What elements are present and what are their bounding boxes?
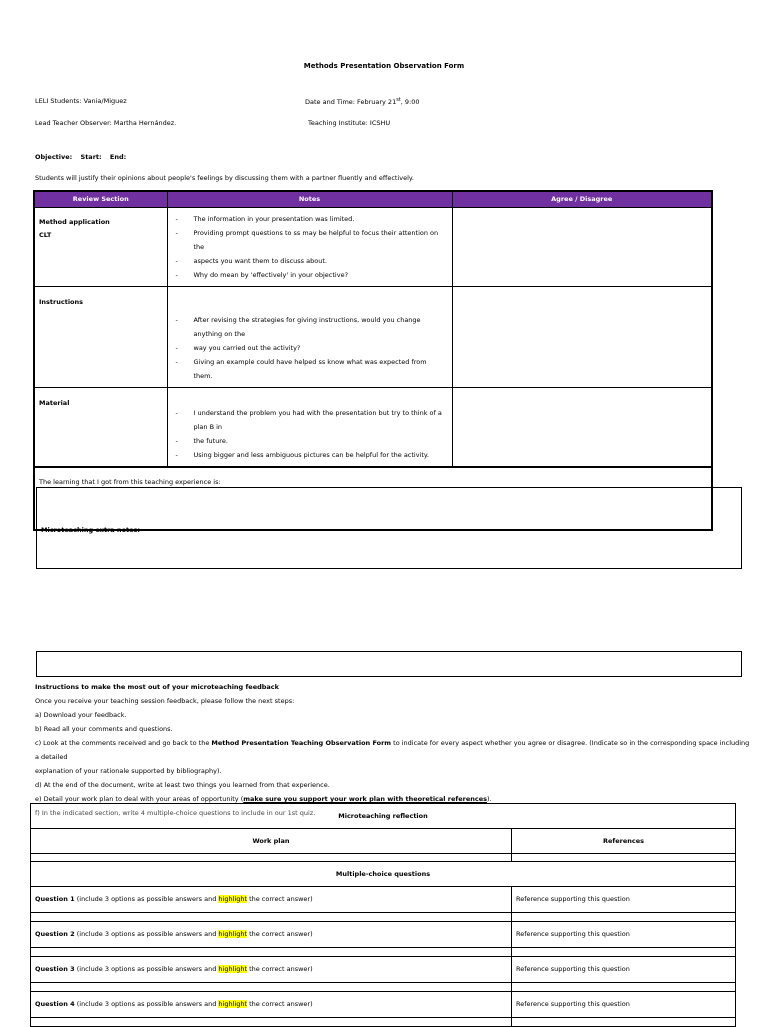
step-c-post: to indicate for every aspect whether you agree or disagree. (Indicate so in the corresponding space including a detailed xyxy=(35,739,750,761)
step-e-emphasis: make sure you support your work plan with theoretical references xyxy=(243,795,488,803)
objective-line xyxy=(35,153,126,161)
step-c xyxy=(35,736,755,764)
question-label: Question 4 xyxy=(35,1000,75,1009)
references-header: References xyxy=(512,829,736,854)
step-a: a) Download your feedback. xyxy=(35,711,127,719)
mc-title: Multiple-choice questions xyxy=(31,862,736,887)
date-time-prefix: Date and Time: February 21 xyxy=(305,98,397,107)
workplan-header-row xyxy=(31,829,736,854)
highlight-word: highlight xyxy=(218,895,247,904)
question-label: Question 2 xyxy=(35,930,75,939)
answer-row xyxy=(31,1018,736,1027)
note-item: - Giving an example could have helped ss know what was expected from them. xyxy=(172,355,448,383)
step-c-pre: c) Look at the comments received and go back to the xyxy=(35,739,212,747)
reference-cell: Reference supporting this question xyxy=(512,992,736,1018)
reflection-table xyxy=(30,803,736,1027)
review-row-method xyxy=(34,208,712,287)
reflection-title-row xyxy=(31,804,736,829)
section-instructions-label: Instructions xyxy=(39,298,84,306)
objective-text: Students will justify their opinions about people's feelings by discussing them with a partner fluently and effectively. xyxy=(35,174,414,182)
question-text-end: the correct answer) xyxy=(247,965,313,974)
review-table xyxy=(33,190,713,531)
question-text: (include 3 options as possible answers and xyxy=(74,930,219,939)
note-item: - Why do mean by 'effectively' in your objective? xyxy=(172,268,448,282)
note-item: - After revising the strategies for giving instructions, would you change anything on the xyxy=(172,313,448,341)
col-notes: Notes xyxy=(167,191,452,208)
agree-instructions-cell[interactable] xyxy=(452,287,712,388)
references-input[interactable] xyxy=(512,854,736,862)
students-label: LELI Students: Vania/Miguez xyxy=(35,97,127,105)
instructions-block xyxy=(35,680,755,820)
question-label: Question 1 xyxy=(35,895,75,904)
question-label: Question 3 xyxy=(35,965,75,974)
extra-notes-box[interactable] xyxy=(36,487,742,569)
step-f: f) In the indicated section, write 4 multiple-choice questions to include in our 1st quiz. xyxy=(35,809,316,817)
note-item: - Using bigger and less ambiguous pictures can be helpful for the activity. xyxy=(172,448,448,462)
date-sup: st xyxy=(396,97,401,103)
reference-input[interactable] xyxy=(512,1018,736,1027)
reference-input[interactable] xyxy=(512,983,736,992)
section-instructions xyxy=(34,287,167,388)
question-row xyxy=(31,887,736,913)
answer-row xyxy=(31,983,736,992)
reflection-title: Microteaching reflection xyxy=(31,804,736,829)
review-row-material xyxy=(34,388,712,468)
empty-input-box[interactable] xyxy=(36,651,742,677)
note-item-cont: - way you carried out the activity? xyxy=(172,341,448,355)
step-c-cont: explanation of your rationale supported by bibliography). xyxy=(35,767,222,775)
learning-label: The learning that I got from this teaching experience is: xyxy=(39,478,221,486)
question-text: (include 3 options as possible answers and xyxy=(74,1000,219,1009)
reference-cell: Reference supporting this question xyxy=(512,957,736,983)
section-material xyxy=(34,388,167,468)
section-method-sub: CLT xyxy=(39,231,52,240)
reference-cell: Reference supporting this question xyxy=(512,922,736,948)
objective-label: Objective: xyxy=(35,153,73,161)
review-header-row xyxy=(34,191,712,208)
highlight-word: highlight xyxy=(218,930,247,939)
note-item: - Providing prompt questions to ss may be helpful to focus their attention on the xyxy=(172,226,448,254)
question-cell xyxy=(31,992,512,1018)
objective-start: Start: xyxy=(80,153,102,161)
review-row-instructions xyxy=(34,287,712,388)
notes-instructions xyxy=(167,287,452,388)
question-cell xyxy=(31,922,512,948)
notes-material xyxy=(167,388,452,468)
date-time xyxy=(305,97,420,106)
col-review-section: Review Section xyxy=(34,191,167,208)
answer-input[interactable] xyxy=(31,913,512,922)
answer-input[interactable] xyxy=(31,1018,512,1027)
question-text: (include 3 options as possible answers and xyxy=(74,895,219,904)
mc-title-row xyxy=(31,862,736,887)
institute-label: Teaching Institute: ICSHU xyxy=(308,119,391,127)
step-c-form-name: Method Presentation Teaching Observation Form xyxy=(211,739,392,747)
answer-row xyxy=(31,913,736,922)
answer-row xyxy=(31,948,736,957)
step-d: d) At the end of the document, write at least two things you learned from that experience. xyxy=(35,781,330,789)
note-item: - The information in your presentation was limited. xyxy=(172,212,448,226)
question-row xyxy=(31,922,736,948)
agree-material-cell[interactable] xyxy=(452,388,712,468)
reference-input[interactable] xyxy=(512,948,736,957)
question-text-end: the correct answer) xyxy=(247,1000,313,1009)
question-text: (include 3 options as possible answers and xyxy=(74,965,219,974)
instructions-intro: Once you receive your teaching session feedback, please follow the next steps: xyxy=(35,697,295,705)
section-method xyxy=(34,208,167,287)
answer-input[interactable] xyxy=(31,983,512,992)
col-agree-disagree: Agree / Disagree xyxy=(452,191,712,208)
question-text-end: the correct answer) xyxy=(247,930,313,939)
agree-method-cell[interactable] xyxy=(452,208,712,287)
section-method-label: Method application xyxy=(39,218,110,226)
reference-cell: Reference supporting this question xyxy=(512,887,736,913)
form-title: Methods Presentation Observation Form xyxy=(303,62,465,70)
step-e-pre: e) Detail your work plan to deal with your areas of opportunity ( xyxy=(35,795,244,803)
work-plan-input[interactable] xyxy=(31,854,512,862)
note-item: - I understand the problem you had with the presentation but try to think of a plan B in xyxy=(172,406,448,434)
step-e-post: ). xyxy=(487,795,492,803)
observer-label: Lead Teacher Observer: Martha Hernández. xyxy=(35,119,177,127)
answer-input[interactable] xyxy=(31,948,512,957)
step-b: b) Read all your comments and questions. xyxy=(35,725,173,733)
date-time-suffix: , 9:00 xyxy=(400,98,420,107)
notes-method xyxy=(167,208,452,287)
question-text-end: the correct answer) xyxy=(247,895,313,904)
question-cell xyxy=(31,957,512,983)
highlight-word: highlight xyxy=(218,965,247,974)
extra-notes-label: Microteaching extra notes: xyxy=(41,526,141,534)
objective-end: End: xyxy=(109,153,127,161)
question-row xyxy=(31,957,736,983)
instructions-title: Instructions to make the most out of your microteaching feedback xyxy=(35,683,279,691)
question-row xyxy=(31,992,736,1018)
note-item-cont: - the future. xyxy=(172,434,448,448)
note-item-cont: - aspects you want them to discuss about. xyxy=(172,254,448,268)
section-material-label: Material xyxy=(39,399,70,407)
work-plan-header: Work plan xyxy=(31,829,512,854)
workplan-input-row xyxy=(31,854,736,862)
highlight-word: highlight xyxy=(218,1000,247,1009)
reference-input[interactable] xyxy=(512,913,736,922)
question-cell xyxy=(31,887,512,913)
